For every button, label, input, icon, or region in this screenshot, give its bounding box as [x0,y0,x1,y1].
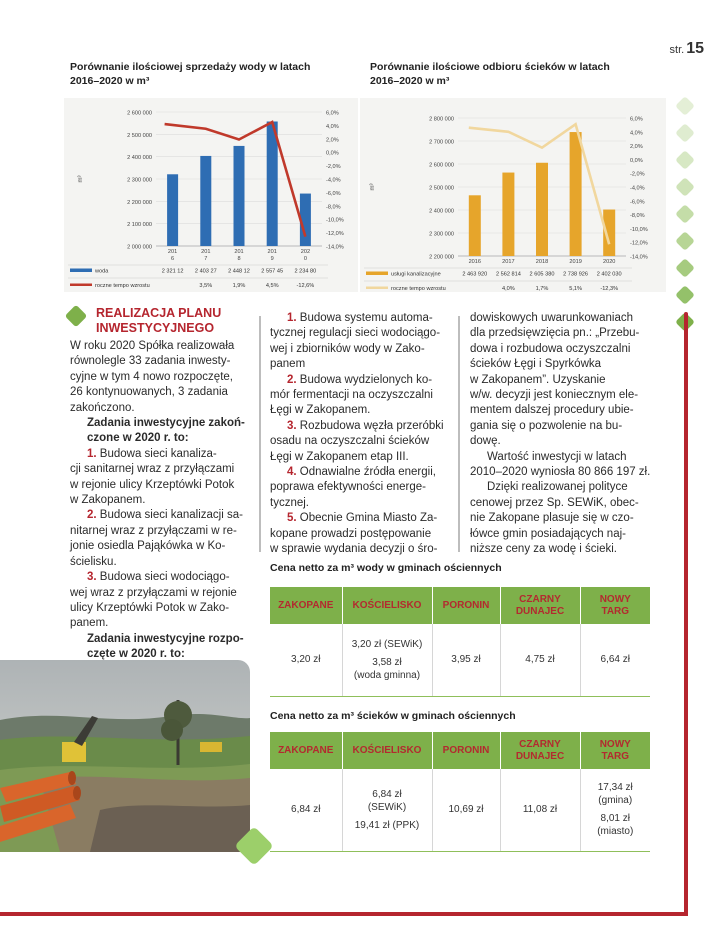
y2-tick-label: 6,0% [326,110,339,117]
x-tick-label: 201 [167,249,178,255]
water-chart-title: Porównanie ilościowej sprzedaży wody w latach 2016–2020 w m³ [70,61,311,87]
diamond-decoration-icon [675,231,695,251]
y-tick-label: 2 300 000 [127,177,152,184]
investment-value-paragraph: Wartość inwestycji w latach 2010–2020 wyniosła 80 866 197 zł. [470,450,651,479]
y-tick-label: 2 500 000 [429,185,454,192]
water-chart [64,98,358,292]
data-label-bar: 2 403 27 [194,268,217,275]
y2-tick-label: -6,0% [326,190,341,197]
data-label-bar: 2 562 814 [495,271,521,278]
x-tick-label: 2020 [602,259,616,265]
data-label-line: -12,6% [296,283,315,289]
data-label-bar: 2 402 030 [596,271,622,278]
x-tick-label: 2017 [502,259,515,265]
decision-paragraph: dowiskowych uwarunkowaniach dla przedsięwzięcia pn.: „Przebu- dowa i rozbudowa oczyszczalni ścieków Łęgi i Spyrkówka w Zakopanem”. Uzyskanie w/w. decyzji jest koniecznym ele- mentem dalszej procedury ubie- gania się o pozwolenie na bu- dowę. [470,312,640,448]
header-poronin: PORONIN [432,587,500,624]
text-column-3 [470,311,656,558]
diamond-decoration-icon [675,123,695,143]
sewage-price-table-title: Cena netto za m³ ścieków w gminach ościennych [270,710,516,722]
data-label-line: 3,5% [199,283,213,289]
table-row [270,769,650,851]
y2-tick-label: -14,0% [326,244,344,251]
x-tick-label: 201 [267,249,277,255]
price-zakopane: 3,20 zł [270,624,342,696]
bar [536,163,548,256]
started-item-3: 3. Rozbudowa węzła przeróbki osadu na oczyszczalni ścieków Łęgi w Zakopanem etap III. [270,419,444,463]
x-tick-label: 2018 [535,259,549,265]
completed-item-3: 3. Budowa sieci wodociągo- wej wraz z przyłączami w rejonie ulicy Krzeptówki Potok w Zako- panem. [70,571,237,630]
x-tick-label: 8 [237,256,241,262]
started-subheading: Zadania inwestycyjne rozpo- częte w 2020 r. to: [87,632,244,661]
header-koscielisko: KOŚCIELISKO [342,732,432,769]
started-item-4: 4. Odnawialne źródła energii, poprawa efektywności energe- tycznej. [270,466,436,509]
started-item-2: 2. Budowa wydzielonych ko- mór fermentacji na oczyszczalni Łęgi w Zakopanem. [270,373,433,417]
legend-swatch-bar [70,269,92,273]
y-tick-label: 2 700 000 [429,139,454,146]
y-tick-label: 2 400 000 [127,155,152,162]
y2-tick-label: -4,0% [326,177,341,184]
diamond-decoration-icon [675,96,695,116]
y-axis-label: m³ [370,183,376,191]
started-item-5: 5. Obecnie Gmina Miasto Za- kopane prowadzi postępowanie w sprawie wydania decyzji o śro- [270,512,438,556]
y2-tick-label: -10,0% [630,226,648,233]
x-tick-label: 9 [270,256,274,262]
bar [469,195,481,256]
data-label-bar: 2 234 80 [294,268,317,275]
legend-label-line: roczne tempo wzrostu [391,286,446,292]
x-tick-label: 201 [234,249,244,255]
y2-tick-label: 0,0% [326,150,339,157]
x-tick-label: 6 [171,256,175,262]
text-column-2 [270,311,454,558]
intro-paragraph: W roku 2020 Spółka realizowała równolegle 33 zadania inwesty- cyjne w tym 4 nowo rozpoczęte, 26 kontynuowanych, 3 zadania zakończono. [70,340,235,414]
bottom-accent-bar [0,912,686,916]
y-tick-label: 2 800 000 [429,116,454,123]
price-nowy-targ: 6,64 zł [580,624,650,696]
text-column-1 [70,339,250,663]
sewage-chart-title: Porównanie ilościowe odbioru ścieków w latach 2016–2020 w m³ [370,61,610,87]
y-tick-label: 2 500 000 [127,132,152,139]
y2-tick-label: -2,0% [630,171,645,178]
data-label-line: 4,5% [265,283,279,289]
diamond-decoration-icon [675,177,695,197]
y2-tick-label: 6,0% [630,116,643,123]
data-label-bar: 2 321 12 [161,268,184,275]
header-zakopane: ZAKOPANE [270,732,342,769]
sewage-chart [360,98,666,292]
y2-tick-label: -8,0% [326,204,341,211]
y2-tick-label: -12,0% [326,231,344,238]
data-label-bar: 2 463 920 [462,271,488,278]
x-tick-label: 7 [204,256,208,262]
y2-tick-label: -6,0% [630,199,645,206]
y-tick-label: 2 600 000 [127,110,152,117]
y2-tick-label: -10,0% [326,217,344,224]
legend-label-bar: woda [95,268,109,275]
section-diamond-icon [65,305,88,328]
price-czarny-dunajec: 4,75 zł [500,624,580,696]
completed-item-1: 1. Budowa sieci kanaliza- cji sanitarnej wraz z przyłączami w rejonie ulicy Krzeptówki Potok w Zakopanem. [70,447,235,507]
y2-tick-label: 0,0% [630,157,643,164]
bar [267,122,278,246]
construction-site-photo [0,660,250,852]
x-tick-label: 202 [300,249,311,255]
x-tick-label: 2016 [468,259,482,265]
price-poronin: 3,95 zł [432,624,500,696]
diamond-decoration-icon [675,150,695,170]
y2-tick-label: 2,0% [630,144,643,151]
y-tick-label: 2 200 000 [127,199,152,206]
header-nowy-targ: NOWY TARG [580,732,650,769]
completed-item-2: 2. Budowa sieci kanalizacji sa- nitarnej wraz z przyłączami w re- jonie osiedla Pająkówka w Ko- ścielisku. [70,509,243,568]
y-tick-label: 2 300 000 [429,231,454,238]
bar [234,146,245,246]
pricing-paragraph: Dzięki realizowanej polityce cenowej przez Sp. SEWiK, obec- nie Zakopane plasuje się w czo- łówce gmin posiadających naj- niższe ceny za wodę i ścieki. [470,481,639,556]
y2-tick-label: -4,0% [630,185,645,192]
y2-tick-label: 4,0% [630,130,643,137]
column-divider [259,316,261,552]
header-czarny-dunajec: CZARNY DUNAJEC [500,732,580,769]
header-zakopane: ZAKOPANE [270,587,342,624]
data-label-bar: 2 448 12 [228,268,250,275]
sewage-price-table [270,732,650,852]
y-axis-label: m³ [78,175,84,183]
y2-tick-label: 2,0% [326,137,339,144]
y-tick-label: 2 000 000 [127,244,152,251]
y-tick-label: 2 600 000 [429,162,454,169]
price-koscielisko: 3,20 zł (SEWiK) 3,58 zł (woda gminna) [342,624,432,696]
bar [502,173,514,256]
y-tick-label: 2 200 000 [429,254,454,261]
y2-tick-label: 4,0% [326,123,339,130]
sewage-chart-svg [360,98,666,292]
x-tick-label: 201 [201,249,211,255]
data-label-line: -12,3% [600,286,619,292]
legend-swatch-line [70,284,92,287]
started-item-1: 1. Budowa systemu automa- tycznej regulacji sieci wodociągo- wej i zbiorników wody w Zako- panem [270,312,441,371]
data-label-bar: 2 605 380 [529,271,555,278]
header-czarny-dunajec: CZARNY DUNAJEC [500,587,580,624]
bar [200,156,211,246]
data-label-line: 1,9% [232,283,246,289]
diamond-decoration-icon [675,258,695,278]
price-zakopane: 6,84 zł [270,769,342,851]
x-tick-label: 0 [303,256,307,262]
y-tick-label: 2 100 000 [127,222,152,229]
y2-tick-label: -2,0% [326,164,341,171]
price-koscielisko: 6,84 zł (SEWiK) 19,41 zł (PPK) [342,769,432,851]
data-label-line: 4,0% [502,286,515,292]
y2-tick-label: -12,0% [630,240,648,247]
diamond-decoration-icon [675,285,695,305]
y2-tick-label: -8,0% [630,213,645,220]
water-price-table-title: Cena netto za m³ wody w gminach ościennych [270,562,502,574]
completed-subheading: Zadania inwestycyjne zakoń- czone w 2020 r. to: [87,417,245,445]
legend-swatch-bar [366,272,388,276]
price-nowy-targ: 17,34 zł (gmina) 8,01 zł (miasto) [580,769,650,851]
y2-tick-label: -14,0% [630,254,648,261]
price-czarny-dunajec: 11,08 zł [500,769,580,851]
diamond-decoration-icon [675,204,695,224]
data-label-line: 5,1% [569,286,582,292]
header-koscielisko: KOŚCIELISKO [342,587,432,624]
section-heading: REALIZACJA PLANU INWESTYCYJNEGO [96,306,222,335]
page-number: str. 15 [669,40,704,57]
data-label-bar: 2 557 45 [261,268,284,275]
right-accent-bar [684,312,688,916]
data-label-bar: 2 738 926 [563,271,589,278]
water-price-table [270,587,650,697]
header-poronin: PORONIN [432,732,500,769]
bar [570,132,582,256]
header-nowy-targ: NOWY TARG [580,587,650,624]
legend-label-line: roczne tempo wzrostu [95,283,150,289]
column-divider [458,316,460,552]
water-chart-svg [64,98,358,292]
x-tick-label: 2019 [569,259,582,265]
legend-label-bar: usługi kanalizacyjne [391,271,441,278]
data-label-line: 1,7% [535,286,549,292]
legend-swatch-line [366,287,388,290]
y-tick-label: 2 400 000 [429,208,454,215]
bar [167,174,178,246]
table-row [270,624,650,696]
price-poronin: 10,69 zł [432,769,500,851]
